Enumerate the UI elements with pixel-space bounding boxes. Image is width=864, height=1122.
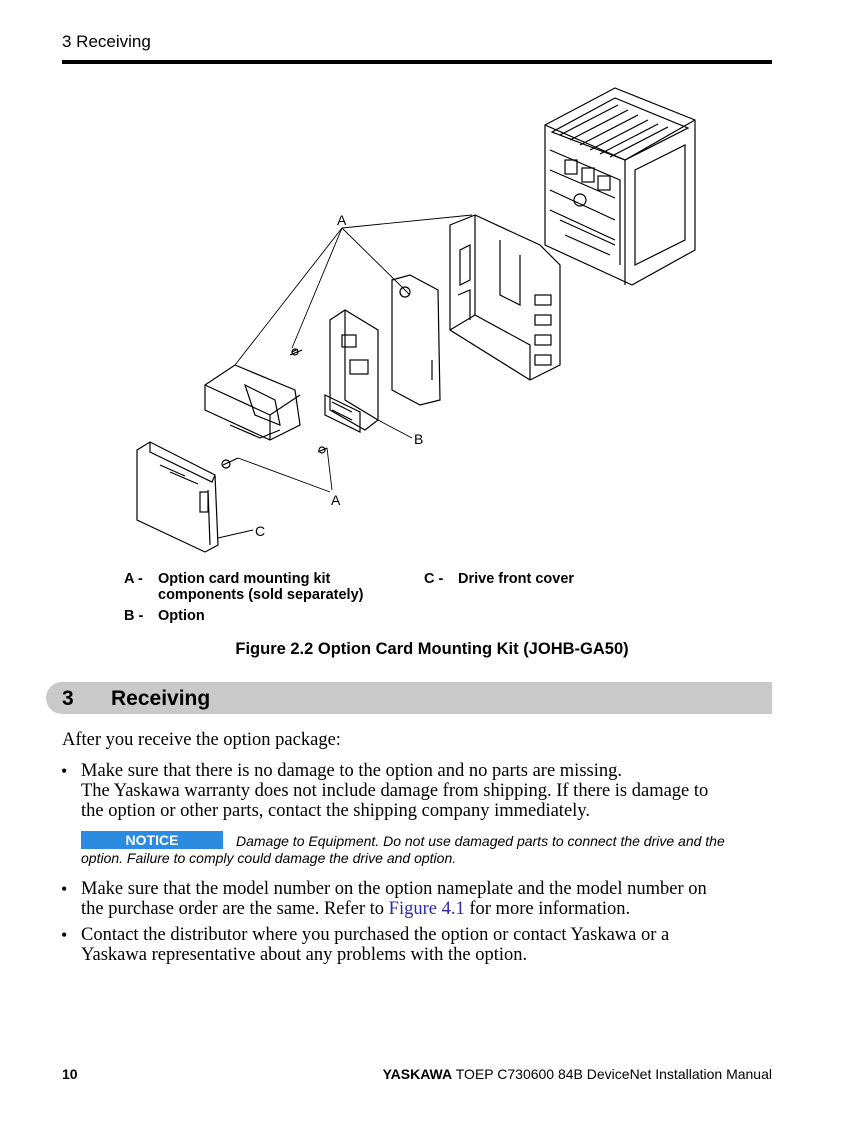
- running-header: 3 Receiving: [62, 32, 151, 51]
- option-card-drawing: [325, 310, 378, 432]
- legend-item-a: [124, 571, 388, 603]
- section-title: Receiving: [111, 687, 211, 710]
- bullet-marker: •: [61, 761, 68, 781]
- legend-value-a-line2: components (sold separately): [158, 587, 364, 603]
- bullet-marker: •: [61, 879, 68, 899]
- legend-item-b: [124, 608, 205, 624]
- bullet-marker: •: [61, 925, 68, 945]
- bullet-item-damage-check: [81, 761, 771, 821]
- header-rule: [62, 60, 772, 64]
- bullet-item-model-number: [81, 879, 771, 919]
- legend-key-b: B -: [124, 608, 144, 624]
- footer-manual-title: [383, 1066, 772, 1082]
- legend-key-a: A -: [124, 571, 143, 587]
- metal-plate-drawing: [392, 275, 440, 405]
- option-cover-drawing: [205, 365, 300, 440]
- footer-brand: YASKAWA: [382, 1066, 453, 1082]
- bullet2-line2-before: the purchase order are the same. Refer to: [81, 899, 389, 919]
- intro-paragraph: After you receive the option package:: [62, 730, 341, 750]
- legend-value-a-line1: Option card mounting kit: [158, 571, 331, 587]
- figure-caption: Figure 2.2 Option Card Mounting Kit (JOHB-GA50): [235, 640, 629, 658]
- callout-c: C: [255, 523, 266, 539]
- section-number: 3: [62, 687, 74, 710]
- callout-b: B: [414, 431, 424, 447]
- bullet2-line2-after: for more information.: [464, 899, 631, 919]
- option-card-mounting-figure: [120, 80, 730, 560]
- legend-value-b: Option: [158, 608, 205, 624]
- bullet2-line1: Make sure that the model number on the option nameplate and the model number on: [81, 879, 707, 899]
- bullet3-line1: Contact the distributor where you purchased the option or contact Yaskawa or a: [81, 925, 670, 945]
- footer-manual: TOEP C730600 84B DeviceNet Installation Manual: [452, 1066, 772, 1082]
- legend-item-c: [424, 571, 574, 587]
- screws-drawing: [222, 349, 327, 468]
- bullet1-line1: Make sure that there is no damage to the option and no parts are missing.: [81, 761, 622, 781]
- bullet3-line2: Yaskawa representative about any problems with the option.: [81, 945, 528, 965]
- figure-4-1-link[interactable]: Figure 4.1: [388, 899, 465, 919]
- bullet-item-contact: [81, 925, 771, 965]
- bullet1-line2: The Yaskawa warranty does not include damage from shipping. If there is damage to: [81, 781, 709, 801]
- mounting-bracket-drawing: [450, 215, 560, 380]
- notice-badge: NOTICE: [81, 831, 223, 849]
- notice-line1: Damage to Equipment. Do not use damaged parts to connect the drive and the: [236, 833, 725, 849]
- callout-a-bottom: A: [331, 492, 341, 508]
- callout-a-top: A: [337, 212, 347, 228]
- page-number: 10: [62, 1066, 78, 1082]
- drive-front-cover-drawing: [137, 442, 218, 552]
- legend-value-c: Drive front cover: [458, 571, 575, 587]
- notice-line2: option. Failure to comply could damage the drive and option.: [81, 850, 457, 866]
- drive-unit-drawing: [545, 88, 695, 285]
- bullet1-line3: the option or other parts, contact the shipping company immediately.: [81, 801, 590, 821]
- legend-key-c: C -: [424, 571, 444, 587]
